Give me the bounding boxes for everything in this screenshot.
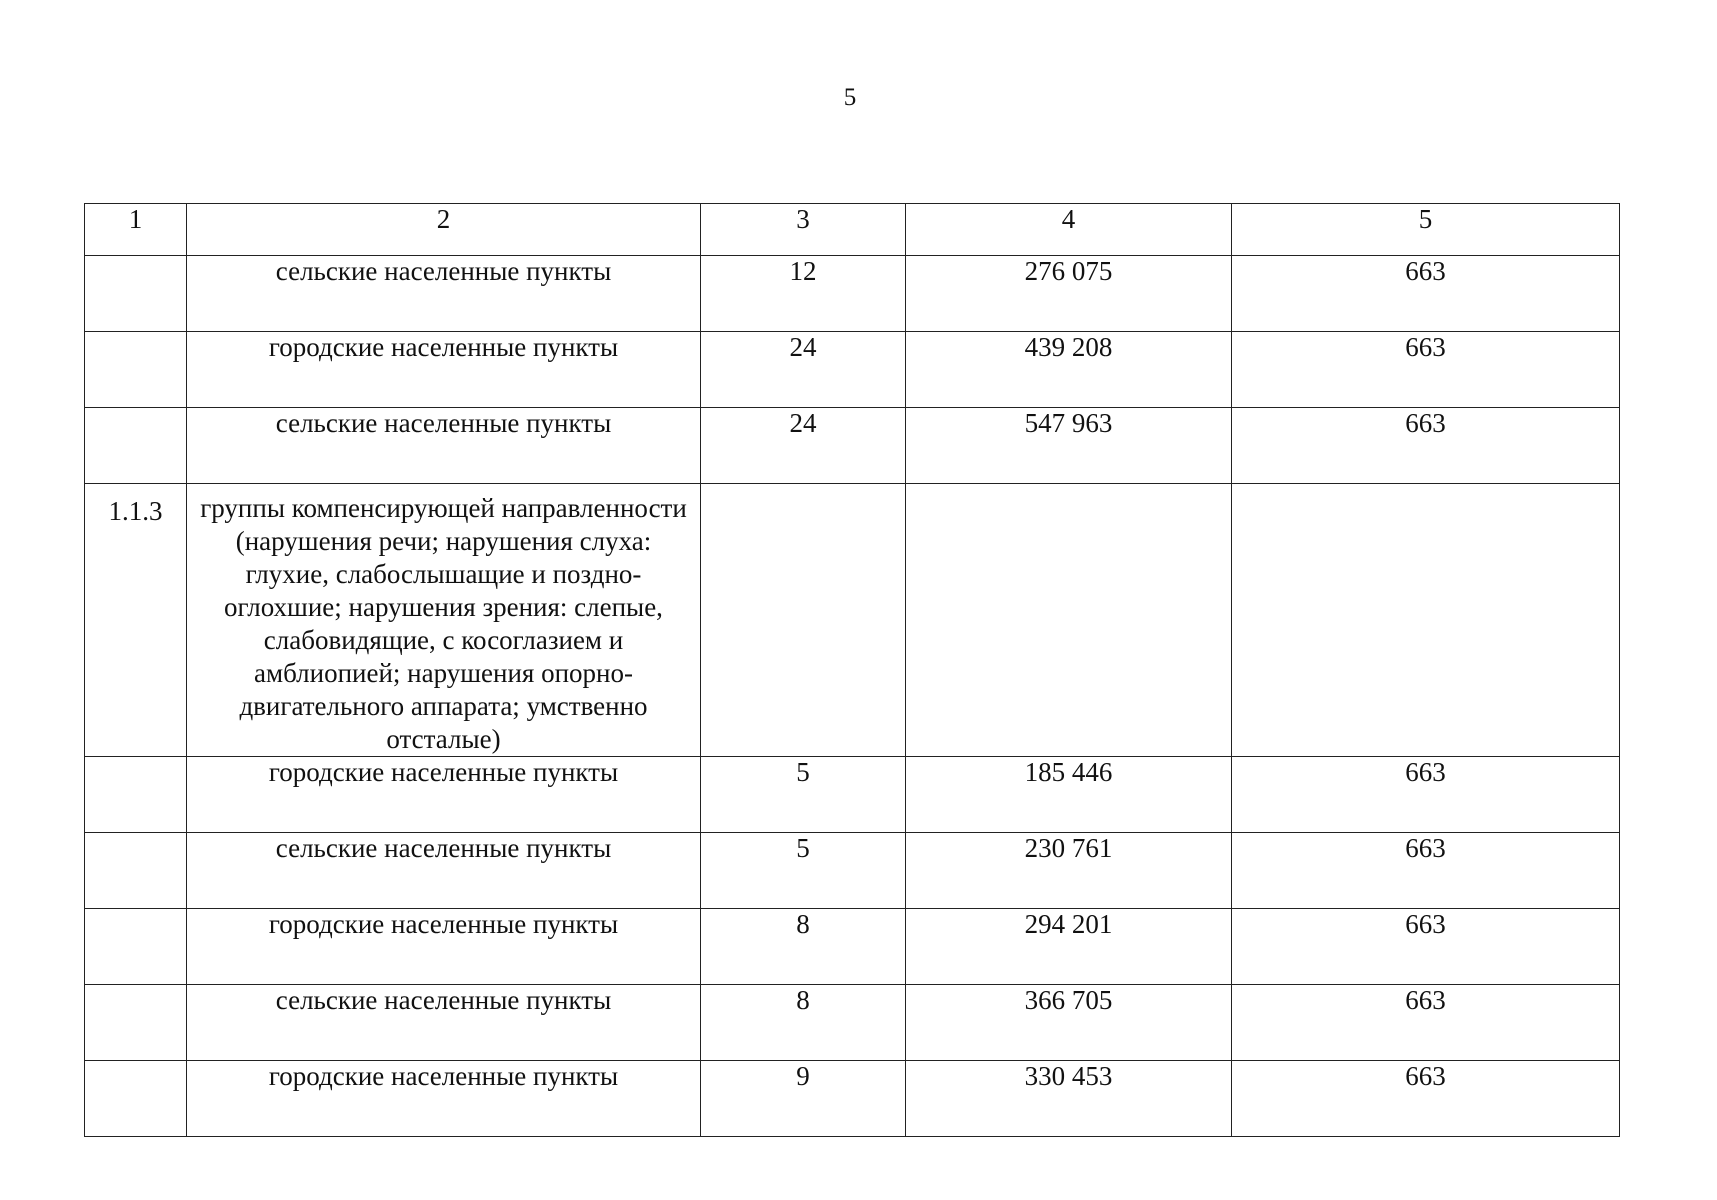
row-col4: 230 761 <box>906 833 1232 909</box>
row-col3: 5 <box>701 833 906 909</box>
row-col5: 663 <box>1232 833 1620 909</box>
row-name: городские населенные пункты <box>187 1061 701 1137</box>
row-col3: 8 <box>701 909 906 985</box>
row-col5 <box>1232 484 1620 757</box>
row-col4: 439 208 <box>906 332 1232 408</box>
row-name: сельские населенные пункты <box>187 985 701 1061</box>
row-col4: 276 075 <box>906 256 1232 332</box>
row-col3 <box>701 484 906 757</box>
row-col5: 663 <box>1232 256 1620 332</box>
row-code <box>85 256 187 332</box>
table-header-row <box>85 204 1620 256</box>
column-header: 3 <box>701 204 906 256</box>
table-row <box>85 909 1620 985</box>
section-description: группы компенсирующей направленности (нарушения речи; нарушения слуха: глухие, слабослышащие и поздно-оглохшие; нарушения зрения: слепые, слабовидящие, с косоглазием и амблиопией; нарушения опорно-двигательного аппарата; умственно отсталые) <box>187 484 701 757</box>
row-code <box>85 985 187 1061</box>
row-code <box>85 757 187 833</box>
column-header: 5 <box>1232 204 1620 256</box>
row-name: городские населенные пункты <box>187 332 701 408</box>
row-col4: 294 201 <box>906 909 1232 985</box>
table-row <box>85 408 1620 484</box>
row-name: сельские населенные пункты <box>187 408 701 484</box>
row-col5: 663 <box>1232 757 1620 833</box>
row-col4 <box>906 484 1232 757</box>
row-code <box>85 909 187 985</box>
table-row <box>85 256 1620 332</box>
page-number: 5 <box>843 84 857 111</box>
column-header: 1 <box>85 204 187 256</box>
row-col5: 663 <box>1232 332 1620 408</box>
row-col5: 663 <box>1232 1061 1620 1137</box>
row-col3: 5 <box>701 757 906 833</box>
row-name: городские населенные пункты <box>187 909 701 985</box>
table-row <box>85 985 1620 1061</box>
row-name: сельские населенные пункты <box>187 256 701 332</box>
row-col5: 663 <box>1232 985 1620 1061</box>
row-col4: 330 453 <box>906 1061 1232 1137</box>
table-row <box>85 1061 1620 1137</box>
row-col5: 663 <box>1232 408 1620 484</box>
column-header: 2 <box>187 204 701 256</box>
table-row <box>85 332 1620 408</box>
row-col3: 8 <box>701 985 906 1061</box>
table-row <box>85 833 1620 909</box>
row-code <box>85 1061 187 1137</box>
row-col4: 185 446 <box>906 757 1232 833</box>
row-col3: 24 <box>701 332 906 408</box>
row-col3: 9 <box>701 1061 906 1137</box>
row-col4: 547 963 <box>906 408 1232 484</box>
row-col3: 24 <box>701 408 906 484</box>
data-table <box>84 203 1620 1137</box>
row-name: городские населенные пункты <box>187 757 701 833</box>
row-col3: 12 <box>701 256 906 332</box>
row-code <box>85 833 187 909</box>
table-row <box>85 757 1620 833</box>
row-col4: 366 705 <box>906 985 1232 1061</box>
table-section-row <box>85 484 1620 757</box>
row-col5: 663 <box>1232 909 1620 985</box>
row-code <box>85 332 187 408</box>
row-code <box>85 408 187 484</box>
column-header: 4 <box>906 204 1232 256</box>
section-code: 1.1.3 <box>85 484 187 757</box>
row-name: сельские населенные пункты <box>187 833 701 909</box>
